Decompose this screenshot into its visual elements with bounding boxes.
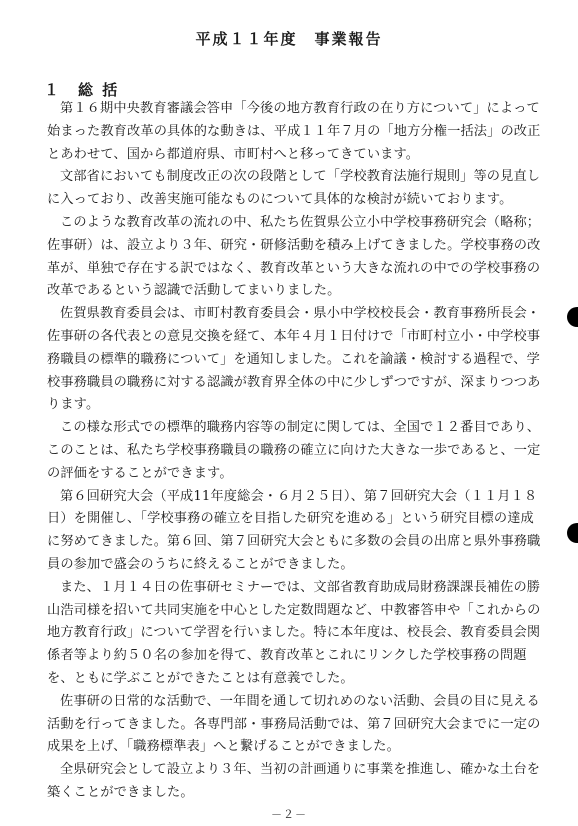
paragraph: 全県研究会として設立より３年、当初の計画通りに事業を推進し、確かな土台を築くことができました。 (47, 762, 541, 800)
document-title: 平成１１年度 事業報告 (195, 30, 383, 48)
paragraph: 文部省においても制度改正の次の段階として「学校教育法施行規則」等の見直しに入っており、改善実施可能なものについて具体的な検討が続いております。 (47, 169, 541, 208)
paragraph: 第６回研究大会（平成11年度総会・６月２５日）、第７回研究大会（１１月１８日）を開催し、「学校事務の確立を目指した研究を進める」という研究目標の達成に努めてきました。第６回、第７回研究大会ともに多数の会員の出席と県外事務職員の参加で盛会のうちに終えることができました。 (47, 488, 541, 572)
page-number: －２－ (271, 808, 307, 821)
paragraph: また、１月１４日の佐事研セミナーでは、文部省教育助成局財務課課長補佐の勝山浩司様を招いて共同実施を中心とした定数問題など、中教審答申や「これからの地方教育行政」について学習を行いました。特に本年度は、校長会、教育委員会関係者等より約５０名の参加を得て、教育改革とこれにリンクした学校事務の問題を、ともに学ぶことができたことは有意義でした。 (47, 579, 541, 686)
paragraph: 佐事研の日常的な活動で、一年間を通して切れめのない活動、会員の目に見える活動を行ってきました。各専門部・事務局活動では、第７回研究大会までに一定の成果を上げ、「職務標準表」へと繋げることができました。 (47, 693, 541, 755)
paragraph: 第１６期中央教育審議会答申「今後の地方教育行政の在り方について」によって始まった教育改革の具体的な動きは、平成１１年７月の「地方分権一括法」の改正とあわせて、国から都道府県、市町村へと移ってきています。 (47, 101, 541, 162)
paragraph: 佐賀県教育委員会は、市町村教育委員会・県小中学校校長会・教育事務所長会・佐事研の各代表との意見交換を経て、本年４月１日付けで「市町村立小・中学校事務職員の標準的職務について」を通知しました。これを論議・検討する過程で、学校事務職員の職務に対する認識が教育界全体の中に少しずつですが、深まりつつあります。 (47, 306, 541, 413)
section-heading: １ 総 括 (44, 81, 120, 99)
binder-punch-hole-bottom (567, 523, 578, 543)
document-body (47, 98, 547, 805)
paragraph: この様な形式での標準的職務内容等の制定に関しては、全国で１２番目であり、このことは、私たち学校事務職員の職務の確立に向けた大きな一歩であると、一定の評価をすることができます。 (47, 420, 541, 481)
paragraph: このような教育改革の流れの中、私たち佐賀県公立小中学校事務研究会（略称；佐事研）は、設立より３年、研究・研修活動を積み上げてきました。学校事務の改革が、単独で存在する訳ではなく、教育改革という大きな流れの中での学校事務の改革であるという認識で活動してまいりました。 (47, 214, 541, 299)
binder-punch-hole-top (567, 307, 578, 327)
